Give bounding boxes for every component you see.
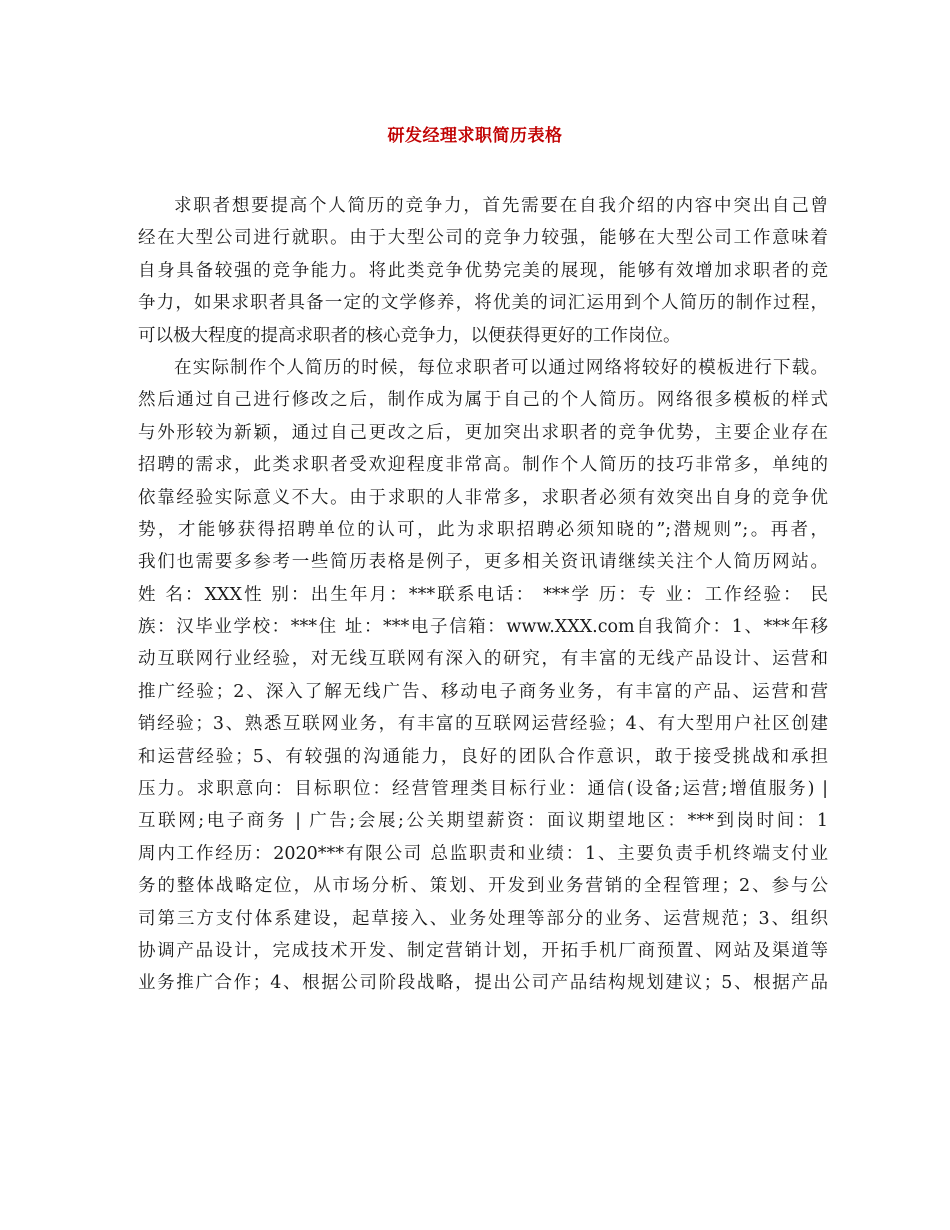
text-line: 动互联网行业经验，对无线互联网有深入的研究，有丰富的无线产品设计、运营和 — [138, 649, 828, 670]
text-line: 推广经验；2、深入了解无线广告、移动电子商务业务，有丰富的产品、运营和营 — [138, 681, 828, 702]
text-line: 自身具备较强的竞争能力。将此类竞争优势完美的展现，能够有效增加求职者的竞 — [138, 260, 828, 281]
text-line: 周内工作经历：2020***有限公司 总监职责和业绩：1、主要负责手机终端支付业 — [138, 843, 828, 864]
document-body — [138, 190, 828, 1000]
text-line: 我们也需要多参考一些简历表格是例子，更多相关资讯请继续关注个人简历网站。 — [138, 552, 828, 573]
text-line: 压力。求职意向：目标职位：经营管理类目标行业：通信(设备;运营;增值服务) | — [138, 779, 828, 800]
text-line: 求职者想要提高个人简历的竞争力，首先需要在自我介绍的内容中突出自己曾 — [174, 196, 828, 216]
text-line: 业务推广合作；4、根据公司阶段战略，提出公司产品结构规划建议；5、根据产品 — [138, 973, 828, 994]
text-line: 与外形较为新颖，通过自己更改之后，更加突出求职者的竞争优势，主要企业存在 — [138, 422, 828, 443]
text-line: 姓 名：XXX性 别：出生年月：***联系电话： ***学 历：专 业：工作经验： 民 — [138, 584, 828, 605]
text-line: 销经验；3、熟悉互联网业务，有丰富的互联网运营经验；4、有大型用户社区创建 — [138, 714, 828, 735]
text-line: 势，才能够获得招聘单位的认可，此为求职招聘必须知晓的”;潜规则”;。再者， — [138, 519, 828, 540]
text-line: 协调产品设计，完成技术开发、制定营销计划，开拓手机厂商预置、网站及渠道等 — [138, 940, 828, 961]
text-line: 族：汉毕业学校：***住 址：***电子信箱：www.XXX.com自我简介：1、***年移 — [138, 617, 828, 638]
text-line: 和运营经验；5、有较强的沟通能力，良好的团队合作意识，敢于接受挑战和承担 — [138, 746, 828, 767]
text-line: 争力，如果求职者具备一定的文学修养，将优美的词汇运用到个人简历的制作过程， — [138, 293, 828, 314]
text-line: 招聘的需求，此类求职者受欢迎程度非常高。制作个人简历的技巧非常多，单纯的 — [138, 455, 828, 476]
text-line: 然后通过自己进行修改之后，制作成为属于自己的个人简历。网络很多模板的样式 — [138, 390, 828, 411]
text-line: 依靠经验实际意义不大。由于求职的人非常多，求职者必须有效突出自身的竞争优 — [138, 487, 828, 508]
text-line: 可以极大程度的提高求职者的核心竞争力，以便获得更好的工作岗位。 — [138, 325, 681, 346]
text-line: 在实际制作个人简历的时候，每位求职者可以通过网络将较好的模板进行下载。 — [174, 357, 828, 378]
text-line: 务的整体战略定位，从市场分析、策划、开发到业务营销的全程管理；2、参与公 — [138, 876, 828, 897]
text-line: 司第三方支付体系建设，起草接入、业务处理等部分的业务、运营规范；3、组织 — [138, 908, 828, 929]
text-line: 互联网;电子商务 | 广告;会展;公关期望薪资：面议期望地区：***到岗时间：1 — [138, 811, 828, 832]
document-title: 研发经理求职简历表格 — [387, 126, 563, 146]
text-line: 经在大型公司进行就职。由于大型公司的竞争力较强，能够在大型公司工作意味着 — [138, 228, 828, 249]
